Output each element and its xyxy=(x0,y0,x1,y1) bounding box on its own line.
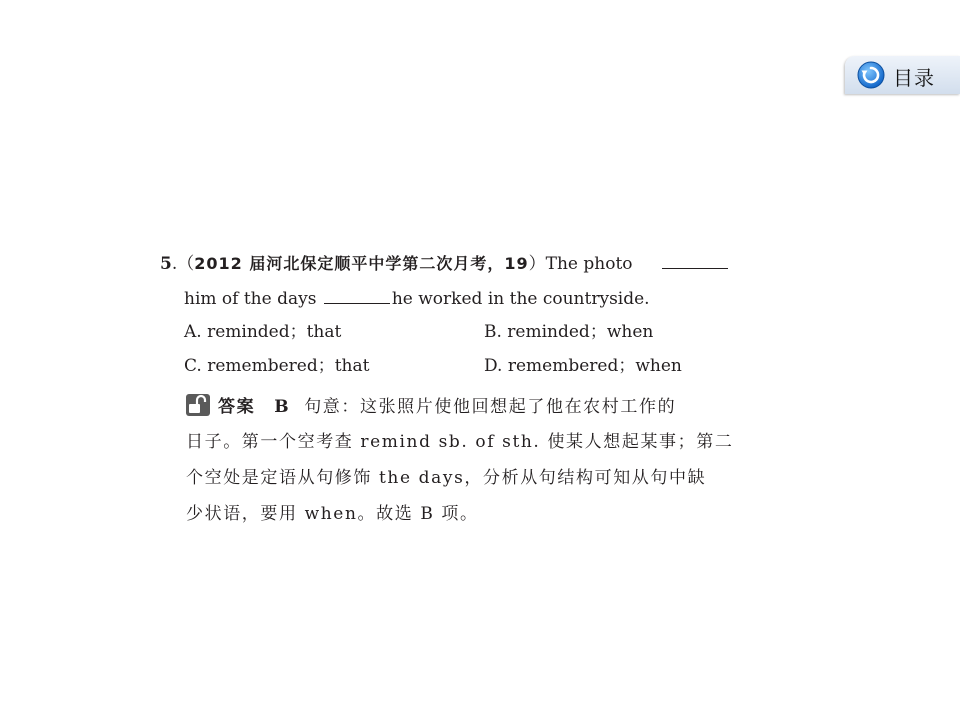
answer-blank-2 xyxy=(324,285,390,304)
open-paren: .（ xyxy=(171,254,195,274)
toc-label: 目录 xyxy=(893,66,935,90)
explanation-line-2: 日子。第一个空考查 remind sb. of sth. 使某人想起某事；第二 xyxy=(186,432,734,452)
toc-button[interactable] xyxy=(845,56,960,94)
stem-part-3: he worked in the countryside. xyxy=(391,289,650,309)
answer-label: 答案 xyxy=(218,397,256,417)
question-line-1 xyxy=(160,250,730,276)
answer-line-1 xyxy=(186,394,676,419)
close-paren: ） xyxy=(528,254,546,274)
stem-part-2: him of the days xyxy=(184,289,317,309)
explanation-line-3: 个空处是定语从句修饰 the days，分析从句结构可知从句中缺 xyxy=(186,468,707,488)
question-number: 5 xyxy=(160,254,172,274)
question-line-2 xyxy=(184,285,650,311)
option-d: D. remembered；when xyxy=(484,356,682,376)
explanation-line-4: 少状语，要用 when。故选 B 项。 xyxy=(186,504,479,524)
explanation-line-1: 句意：这张照片使他回想起了他在农村工作的 xyxy=(304,397,677,417)
answer-blank-1 xyxy=(662,250,728,269)
question-source: 2012 届河北保定顺平中学第二次月考，19 xyxy=(194,254,529,273)
option-c: C. remembered；that xyxy=(184,356,370,376)
stem-part-1: The photo xyxy=(545,254,633,274)
answer-letter: B xyxy=(274,397,291,417)
option-a: A. reminded；that xyxy=(184,322,342,342)
refresh-circle-icon xyxy=(857,61,885,89)
option-b: B. reminded；when xyxy=(484,322,654,342)
unlock-icon xyxy=(186,394,210,416)
